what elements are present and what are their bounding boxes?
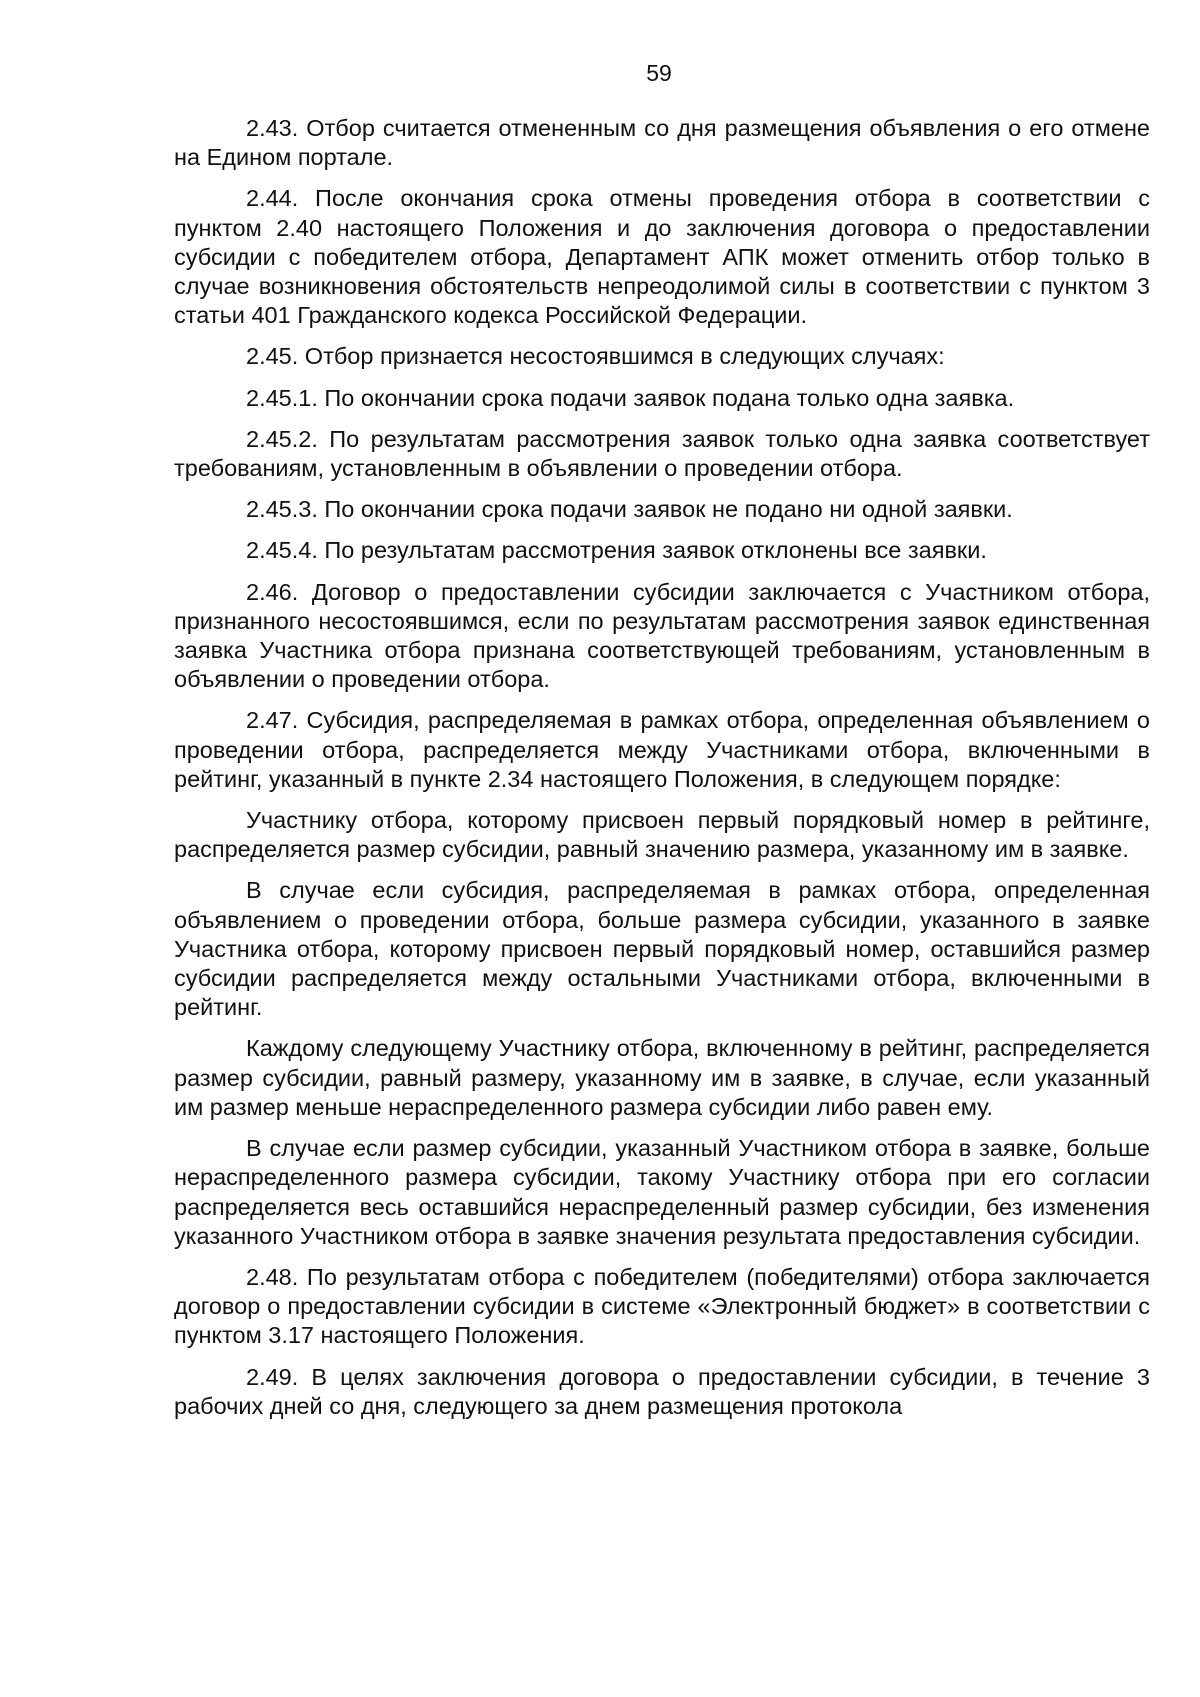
- paragraph-remaining-subsidy: В случае если субсидия, распределяемая в рамках отбора, определенная объявлением о проведении отбора, больше размера субсидии, указанного в заявке Участника отбора, которому присвоен первый порядковый номер, оставшийся размер субсидии распределяется между остальными Участниками отбора, включенными в рейтинг.: [174, 877, 1150, 1021]
- paragraph-2-44: 2.44. После окончания срока отмены проведения отбора в соответствии с пунктом 2.40 настоящего Положения и до заключения договора о предоставлении субсидии с победителем отбора, Департамент АПК может отменить отбор только в случае возникновения обстоятельств непреодолимой силы в соответствии с пунктом 3 статьи 401 Гражданского кодекса Российской Федерации.: [174, 185, 1150, 329]
- paragraph-2-49: 2.49. В целях заключения договора о предоставлении субсидии, в течение 3 рабочих дней со дня, следующего за днем размещения протокола: [174, 1363, 1150, 1419]
- page-number: 59: [646, 60, 672, 86]
- paragraph-larger-request: В случае если размер субсидии, указанный Участником отбора в заявке, больше нераспределенного размера субсидии, такому Участнику отбора при его согласии распределяется весь оставшийся нераспределенный размер субсидии, без изменения указанного Участником отбора в заявке значения результата предоставления субсидии.: [174, 1135, 1150, 1249]
- paragraph-each-next-participant: Каждому следующему Участнику отбора, включенному в рейтинг, распределяется размер субсидии, равный размеру, указанному им в заявке, в случае, если указанный им размер меньше нераспределенного размера субсидии либо равен ему.: [174, 1035, 1150, 1120]
- paragraph-2-46: 2.46. Договор о предоставлении субсидии заключается с Участником отбора, признанного несостоявшимся, если по результатам рассмотрения заявок единственная заявка Участника отбора признана соответствующей требованиям, установленным в объявлении о проведении отбора.: [174, 578, 1150, 693]
- paragraph-2-45-3: 2.45.3. По окончании срока подачи заявок не подано ни одной заявки.: [246, 496, 1013, 523]
- paragraph-2-43: 2.43. Отбор считается отмененным со дня размещения объявления о его отмене на Едином портале.: [174, 115, 1150, 171]
- paragraph-2-45-1: 2.45.1. По окончании срока подачи заявок подана только одна заявка.: [246, 384, 1015, 411]
- paragraph-2-45-4: 2.45.4. По результатам рассмотрения заявок отклонены все заявки.: [246, 537, 987, 564]
- document-body: [174, 114, 1150, 1433]
- paragraph-first-participant: Участнику отбора, которому присвоен первый порядковый номер в рейтинге, распределяется размер субсидии, равный значению размера, указанному им в заявке.: [174, 807, 1150, 863]
- paragraph-2-45: 2.45. Отбор признается несостоявшимся в следующих случаях:: [246, 343, 945, 370]
- paragraph-2-47: 2.47. Субсидия, распределяемая в рамках отбора, определенная объявлением о проведении отбора, распределяется между Участниками отбора, включенными в рейтинг, указанный в пункте 2.34 настоящего Положения, в следующем порядке:: [174, 707, 1150, 792]
- paragraph-2-45-2: 2.45.2. По результатам рассмотрения заявок только одна заявка соответствует требованиям, установленным в объявлении о проведении отбора.: [174, 425, 1150, 482]
- paragraph-2-48: 2.48. По результатам отбора с победителем (победителями) отбора заключается договор о предоставлении субсидии в системе «Электронный бюджет» в соответствии с пунктом 3.17 настоящего Положения.: [174, 1263, 1150, 1349]
